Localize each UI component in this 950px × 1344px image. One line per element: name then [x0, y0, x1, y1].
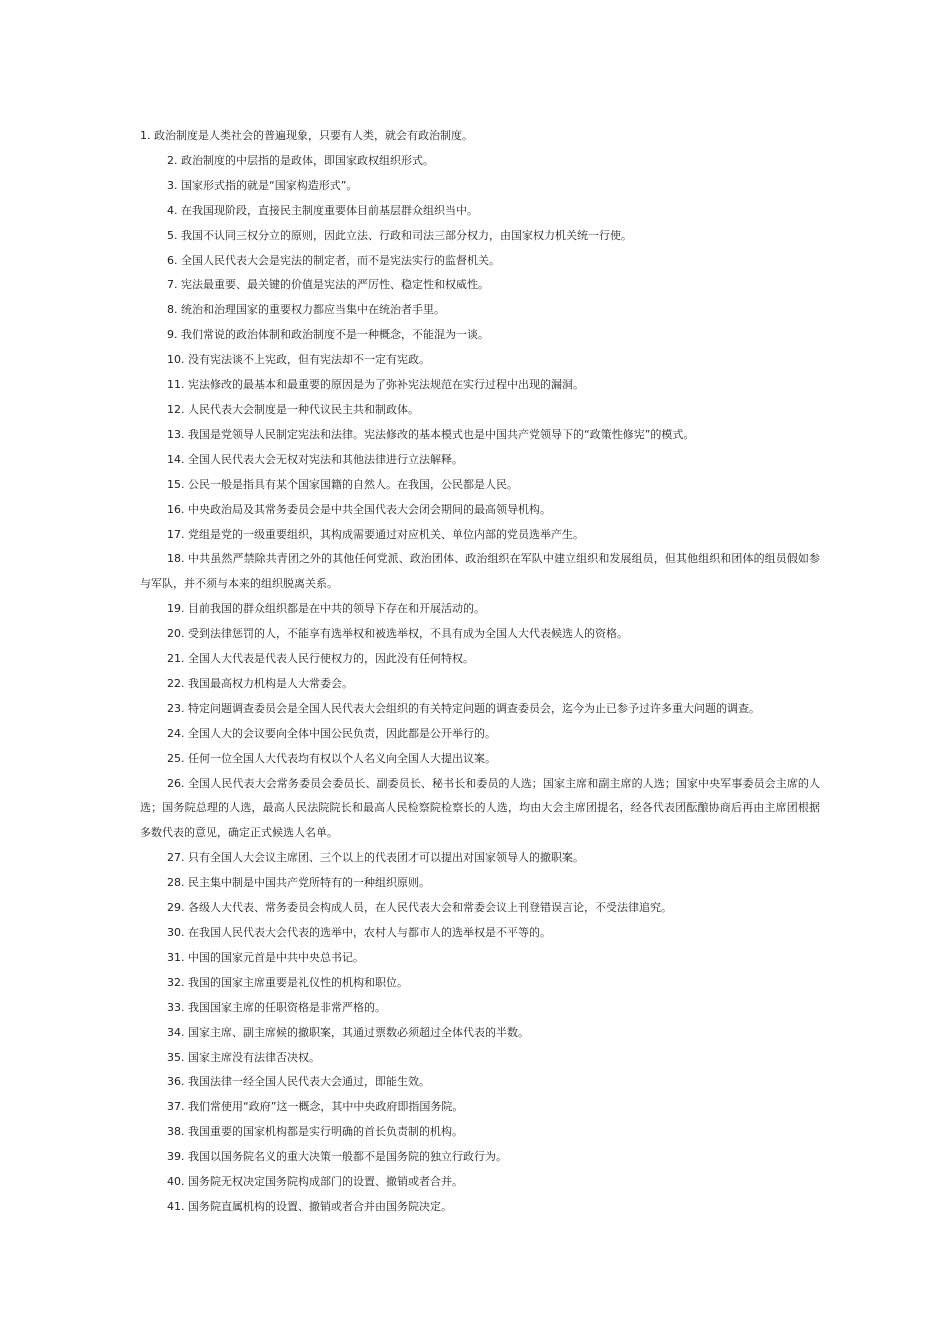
item-number: 34 .	[167, 1026, 188, 1039]
item-text: 中国的国家元首是中共中央总书记。	[188, 950, 364, 964]
list-item	[140, 1095, 820, 1120]
item-text: 宪法最重要、最关键的价值是宪法的严厉性、稳定性和权威性。	[181, 278, 489, 292]
item-number: 26 .	[167, 777, 188, 790]
list-item	[140, 996, 820, 1021]
item-number: 16 .	[167, 503, 188, 516]
list-item	[140, 1120, 820, 1145]
list-item	[140, 174, 820, 199]
list-item	[140, 672, 820, 697]
list-item	[140, 896, 820, 921]
list-item	[140, 249, 820, 274]
item-number: 30 .	[167, 926, 188, 939]
list-item	[140, 398, 820, 423]
item-text: 中共虽然严禁除共青团之外的其他任何党派、政治团体、政治组织在军队中建立组织和发展组员，但其他组织和团体的组员假如参与军队，并不须与本来的组织脱离关系。	[140, 552, 821, 591]
item-number: 3 .	[167, 179, 181, 192]
list-item	[140, 772, 820, 847]
item-number: 9 .	[167, 328, 181, 341]
item-text: 公民一般是指具有某个国家国籍的自然人。在我国，公民都是人民。	[188, 477, 518, 491]
item-text: 全国人大代表是代表人民行使权力的，因此没有任何特权。	[188, 652, 474, 666]
list-item	[140, 622, 820, 647]
item-text: 党组是党的一级重要组织，其构成需要通过对应机关、单位内部的党员选举产生。	[188, 527, 584, 541]
item-text: 在我国人民代表大会代表的选举中，农村人与都市人的选举权是不平等的。	[188, 926, 551, 939]
list-item	[140, 1170, 820, 1195]
list-item	[140, 199, 820, 224]
item-text: 目前我国的群众组织都是在中共的领导下存在和开展活动的。	[188, 602, 485, 616]
item-number: 11 .	[167, 378, 188, 391]
item-text: 国家主席、副主席候的撤职案，其通过票数必须超过全体代表的半数。	[188, 1025, 529, 1039]
item-text: 全国人民代表大会无权对宪法和其他法律进行立法解释。	[188, 452, 463, 466]
item-number: 15 .	[167, 478, 188, 491]
list-item	[140, 498, 820, 523]
list-item	[140, 124, 820, 149]
item-number: 19 .	[167, 602, 188, 615]
item-text: 我国的国家主席重要是礼仪性的机构和职位。	[188, 975, 408, 989]
list-item	[140, 846, 820, 871]
item-number: 36 .	[167, 1075, 188, 1088]
item-text: 统治和治理国家的重要权力都应当集中在统治者手里。	[181, 303, 445, 317]
list-item	[140, 1021, 820, 1046]
item-text: 民主集中制是中国共产党所特有的一种组织原则。	[188, 876, 430, 890]
list-item	[140, 149, 820, 174]
list-item	[140, 448, 820, 473]
item-number: 28 .	[167, 876, 188, 889]
item-number: 35 .	[167, 1051, 188, 1064]
item-number: 21 .	[167, 652, 188, 665]
item-text: 全国人民代表大会常务委员会委员长、副委员长、秘书长和委员的人选；国家主席和副主席的人选；国家中央军事委员会主席的人选；国务院总理的人选，最高人民法院院长和最高人民检察院检察长的人选，均由大会主席团提名，经各代表团酝酿协商后再由主席团根据多数代表的意见，确定正式候选人名单。	[140, 776, 821, 840]
item-text: 我国不认同三权分立的原则，因此立法、行政和司法三部分权力，由国家权力机关统一行使。	[181, 228, 632, 242]
list-item	[140, 647, 820, 672]
item-text: 特定问题调查委员会是全国人民代表大会组织的有关特定问题的调查委员会，迄今为止已参予过许多重大问题的调查。	[188, 701, 760, 715]
list-item	[140, 1195, 820, 1220]
item-number: 14 .	[167, 453, 188, 466]
item-number: 22 .	[167, 677, 188, 690]
list-item	[140, 871, 820, 896]
item-text: 全国人大的会议要向全体中国公民负责，因此都是公开举行的。	[188, 726, 496, 740]
list-item	[140, 1070, 820, 1095]
list-item	[140, 273, 820, 298]
item-text: 我国重要的国家机构都是实行明确的首长负责制的机构。	[188, 1125, 463, 1139]
item-number: 20 .	[167, 627, 188, 640]
item-number: 41 .	[167, 1200, 188, 1213]
item-number: 38 .	[167, 1125, 188, 1138]
item-number: 39 .	[167, 1150, 188, 1163]
item-number: 40 .	[167, 1175, 188, 1188]
list-item	[140, 697, 820, 722]
item-text: 我国国家主席的任职资格是非常严格的。	[188, 1000, 386, 1014]
item-number: 32 .	[167, 976, 188, 989]
list-item	[140, 348, 820, 373]
item-text: 在我国现阶段，直接民主制度重要体目前基层群众组织当中。	[181, 203, 478, 217]
item-number: 10 .	[167, 353, 188, 366]
item-number: 13 .	[167, 428, 188, 441]
item-number: 29 .	[167, 901, 188, 914]
item-number: 31 .	[167, 951, 188, 964]
item-text: 国家主席没有法律否决权。	[188, 1050, 320, 1064]
item-number: 17 .	[167, 528, 188, 541]
item-number: 5 .	[167, 229, 181, 242]
item-text: 中央政治局及其常务委员会是中共全国代表大会闭会期间的最高领导机构。	[188, 502, 551, 516]
item-text: 我国是党领导人民制定宪法和法律。宪法修改的基本模式也是中国共产党领导下的“政策性修宪”的模式。	[188, 427, 695, 441]
item-text: 任何一位全国人大代表均有权以个人名义向全国人大提出议案。	[188, 751, 496, 765]
list-item	[140, 946, 820, 971]
list-item	[140, 1145, 820, 1170]
item-text: 全国人民代表大会是宪法的制定者，而不是宪法实行的监督机关。	[181, 253, 500, 267]
list-item	[140, 547, 820, 597]
item-text: 我国最高权力机构是人大常委会。	[188, 676, 353, 690]
list-item	[140, 747, 820, 772]
item-number: 8 .	[167, 303, 181, 316]
item-text: 没有宪法谈不上宪政，但有宪法却不一定有宪政。	[188, 353, 430, 367]
item-text: 我们常使用“政府”这一概念，其中中央政府即指国务院。	[188, 1100, 464, 1114]
list-item	[140, 323, 820, 348]
list-item	[140, 523, 820, 548]
item-number: 37 .	[167, 1100, 188, 1113]
list-item	[140, 298, 820, 323]
list-item	[140, 224, 820, 249]
item-number: 2 .	[167, 154, 181, 167]
item-number: 12 .	[167, 403, 188, 416]
item-number: 6 .	[167, 254, 181, 267]
list-item	[140, 373, 820, 398]
item-number: 33 .	[167, 1001, 188, 1014]
item-text: 国家形式指的就是“国家构造形式”。	[181, 178, 358, 192]
item-text: 只有全国人大会议主席团、三个以上的代表团才可以提出对国家领导人的撤职案。	[188, 851, 584, 865]
item-number: 24 .	[167, 727, 188, 740]
list-item	[140, 473, 820, 498]
item-text: 我国法律一经全国人民代表大会通过，即能生效。	[188, 1075, 430, 1089]
item-text: 政治制度的中层指的是政体，即国家政权组织形式。	[181, 153, 434, 167]
item-number: 23 .	[167, 702, 188, 715]
item-text: 我们常说的政治体制和政治制度不是一种概念，不能混为一谈。	[181, 328, 489, 342]
list-item	[140, 722, 820, 747]
item-number: 25 .	[167, 752, 188, 765]
item-number: 18 .	[167, 552, 188, 565]
item-number: 7 .	[167, 278, 181, 291]
item-text: 宪法修改的最基本和最重要的原因是为了弥补宪法规范在实行过程中出现的漏洞。	[188, 378, 584, 392]
item-number: 1 .	[140, 129, 154, 142]
list-item	[140, 921, 820, 946]
item-number: 27 .	[167, 851, 188, 864]
document-body	[140, 124, 820, 1220]
list-item	[140, 1046, 820, 1071]
item-text: 国务院直属机构的设置、撤销或者合并由国务院决定。	[188, 1199, 452, 1213]
item-text: 国务院无权决定国务院构成部门的设置、撤销或者合并。	[188, 1175, 463, 1189]
list-item	[140, 597, 820, 622]
item-number: 4 .	[167, 204, 181, 217]
item-text: 各级人大代表、常务委员会构成人员，在人民代表大会和常委会议上刊登错误言论，不受法律追究。	[188, 901, 672, 915]
item-text: 我国以国务院名义的重大决策一般都不是国务院的独立行政行为。	[188, 1150, 507, 1164]
item-text: 受到法律惩罚的人，不能享有选举权和被选举权，不具有成为全国人大代表候选人的资格。	[188, 627, 628, 641]
list-item	[140, 971, 820, 996]
list-item	[140, 423, 820, 448]
item-text: 人民代表大会制度是一种代议民主共和制政体。	[188, 402, 419, 416]
item-text: 政治制度是人类社会的普遍现象，只要有人类，就会有政治制度。	[154, 129, 473, 142]
